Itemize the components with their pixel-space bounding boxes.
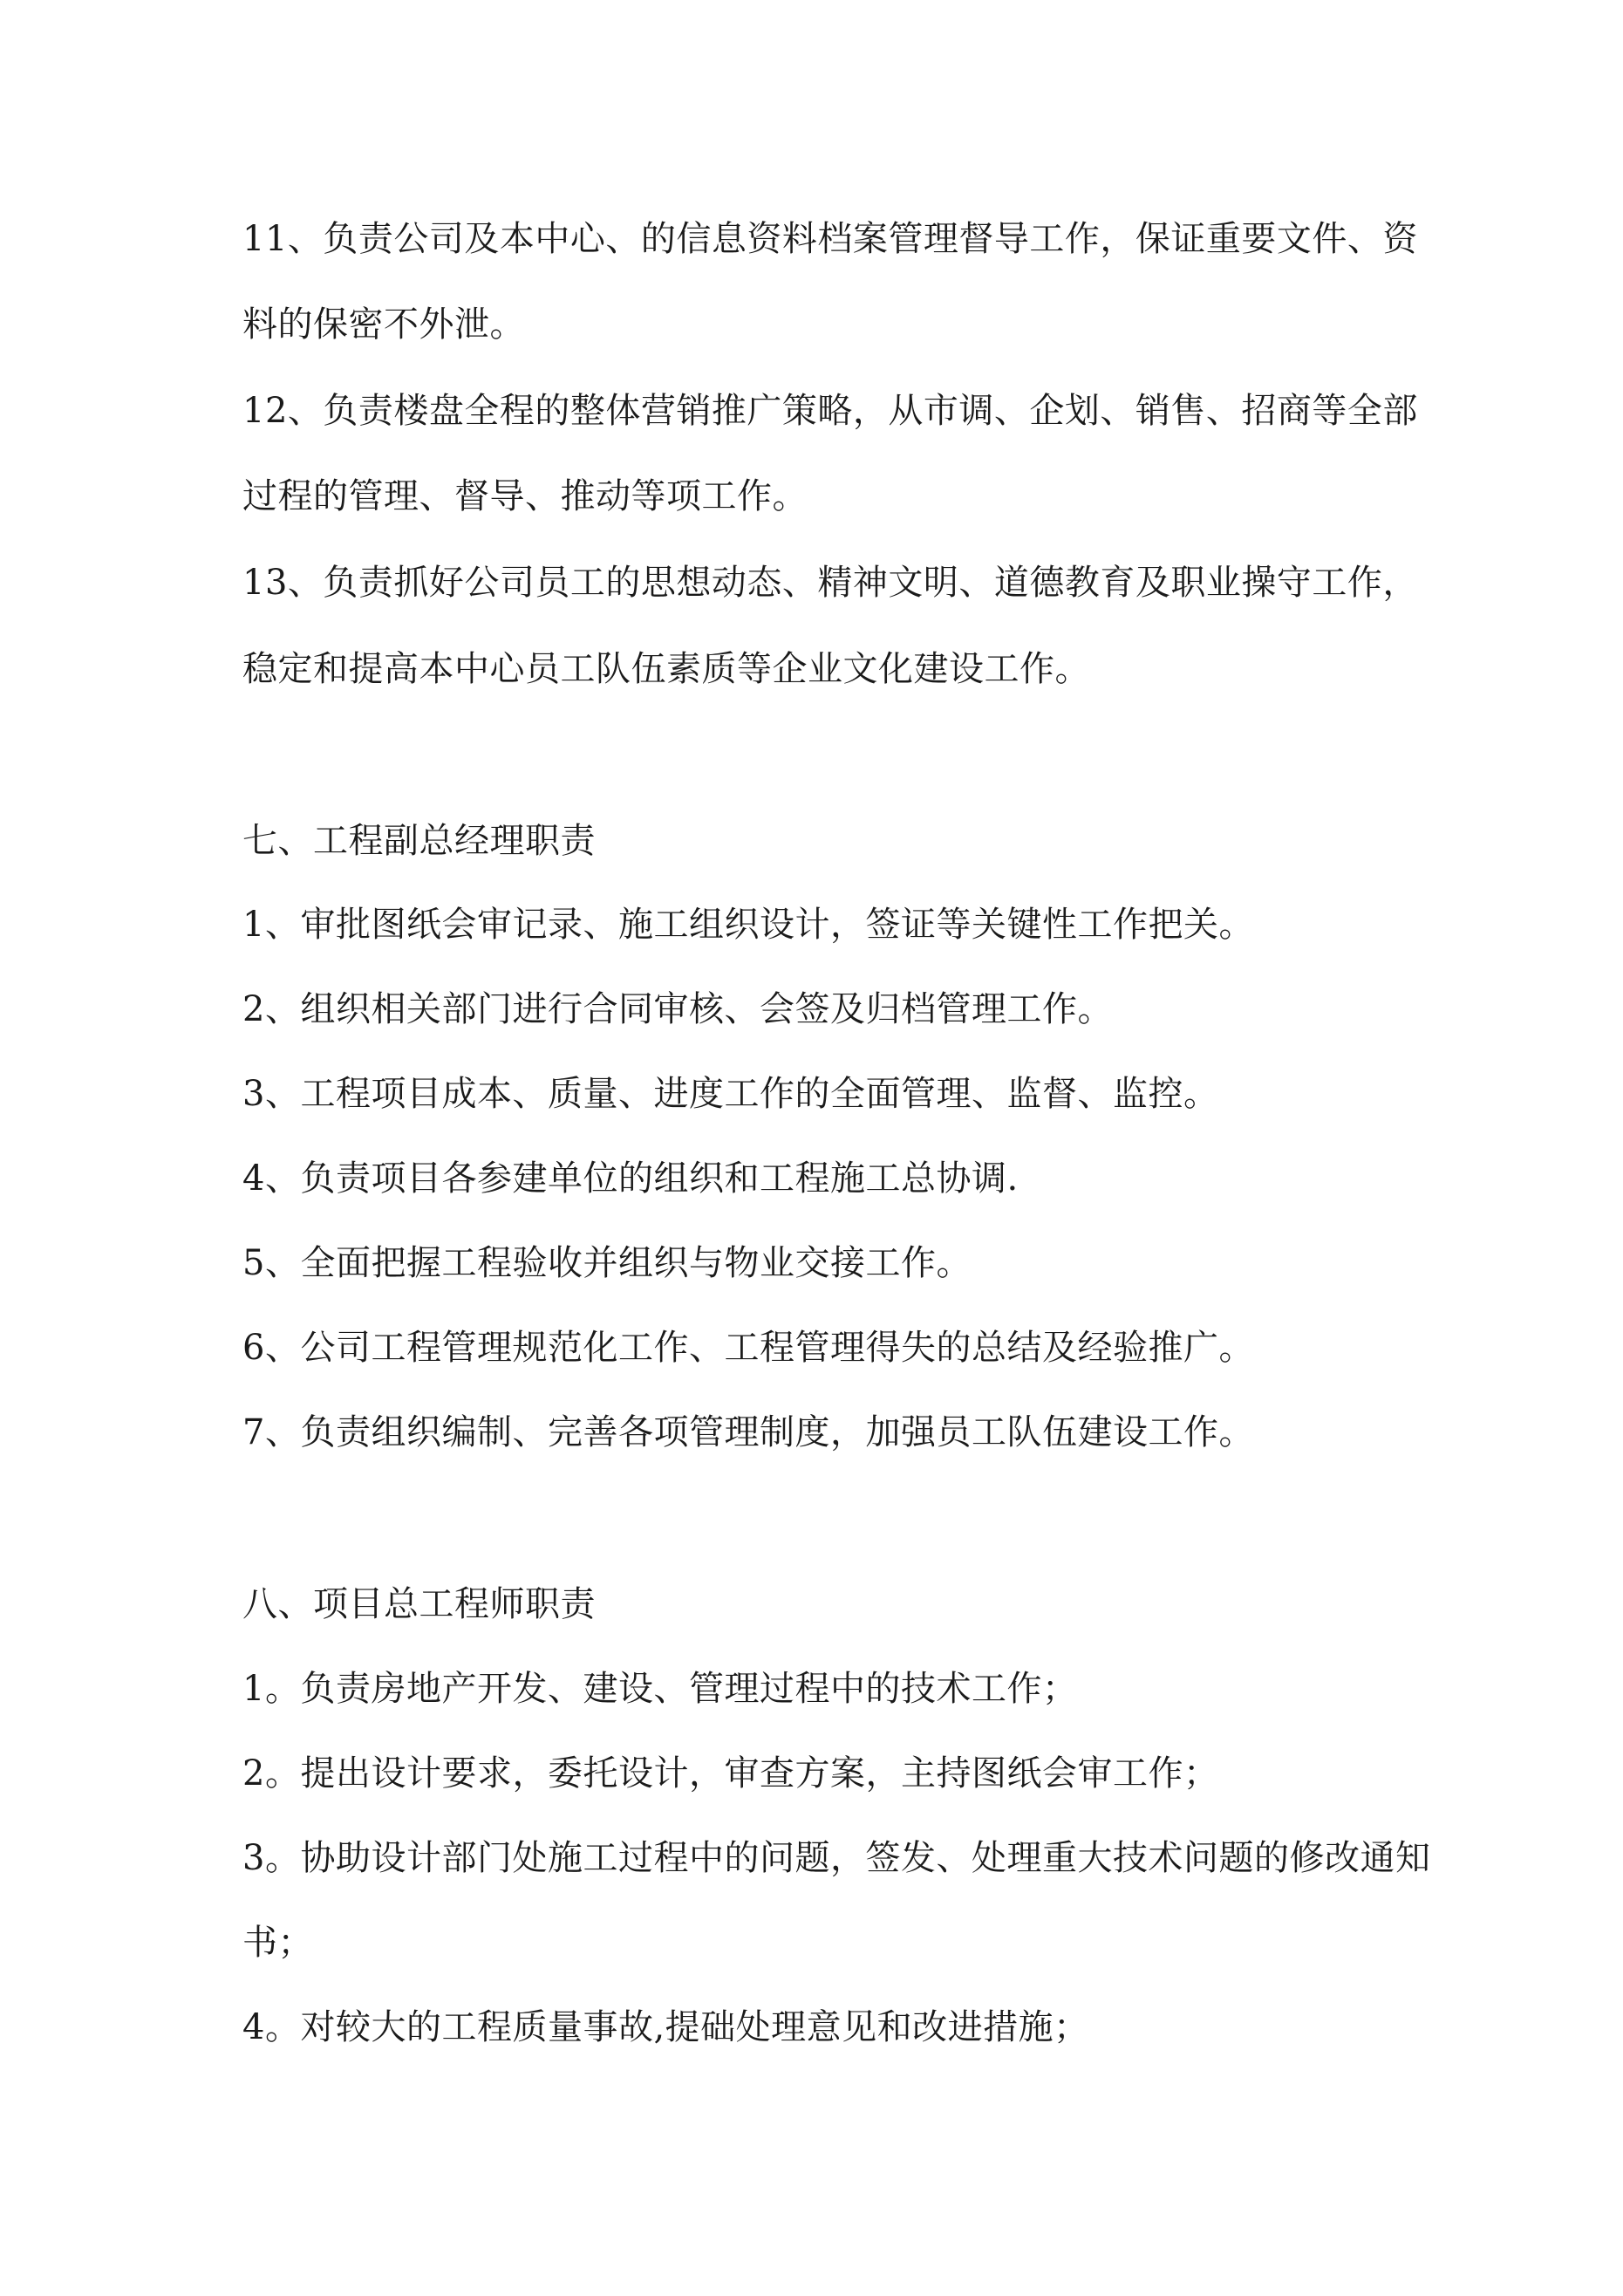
section-heading-eight: 八、项目总工程师职责 [242,1584,596,1624]
paragraph-item-12-line-2: 过程的管理、督导、推动等项工作。 [242,476,808,516]
list-item-line-2: 书； [242,1923,313,1963]
list-item: 2、组织相关部门进行合同审核、会签及归档管理工作。 [242,989,1113,1029]
paragraph-item-13-line-1: 13、负责抓好公司员工的思想动态、精神文明、道德教育及职业操守工作， [242,563,1418,603]
list-item: 2。提出设计要求，委托设计，审查方案，主持图纸会审工作； [242,1753,1219,1794]
list-item: 6、公司工程管理规范化工作、工程管理得失的总结及经验推广。 [242,1328,1254,1368]
list-item: 1。负责房地产开发、建设、管理过程中的技术工作； [242,1669,1078,1709]
list-item-line-1: 3。协助设计部门处施工过程中的问题，签发、处理重大技术问题的修改通知 [242,1838,1431,1878]
paragraph-item-13-line-2: 稳定和提高本中心员工队伍素质等企业文化建设工作。 [242,649,1090,689]
section-heading-seven: 七、工程副总经理职责 [242,821,596,861]
list-item: 4、负责项目各参建单位的组织和工程施工总协调. [242,1158,1019,1199]
list-item: 4。对较大的工程质量事故,提础处理意见和改进措施； [242,2007,1089,2047]
list-item: 1、审批图纸会审记录、施工组织设计，签证等关键性工作把关。 [242,905,1254,945]
list-item: 7、负责组织编制、完善各项管理制度，加强员工队伍建设工作。 [242,1412,1254,1452]
list-item: 5、全面把握工程验收并组织与物业交接工作。 [242,1243,972,1283]
paragraph-item-11-line-1: 11、负责公司及本中心、的信息资料档案管理督导工作，保证重要文件、资 [242,219,1418,259]
paragraph-item-11-line-2: 料的保密不外泄。 [242,304,525,345]
paragraph-item-12-line-1: 12、负责楼盘全程的整体营销推广策略，从市调、企划、销售、招商等全部 [242,391,1418,431]
list-item: 3、工程项目成本、质量、进度工作的全面管理、监督、监控。 [242,1074,1219,1114]
